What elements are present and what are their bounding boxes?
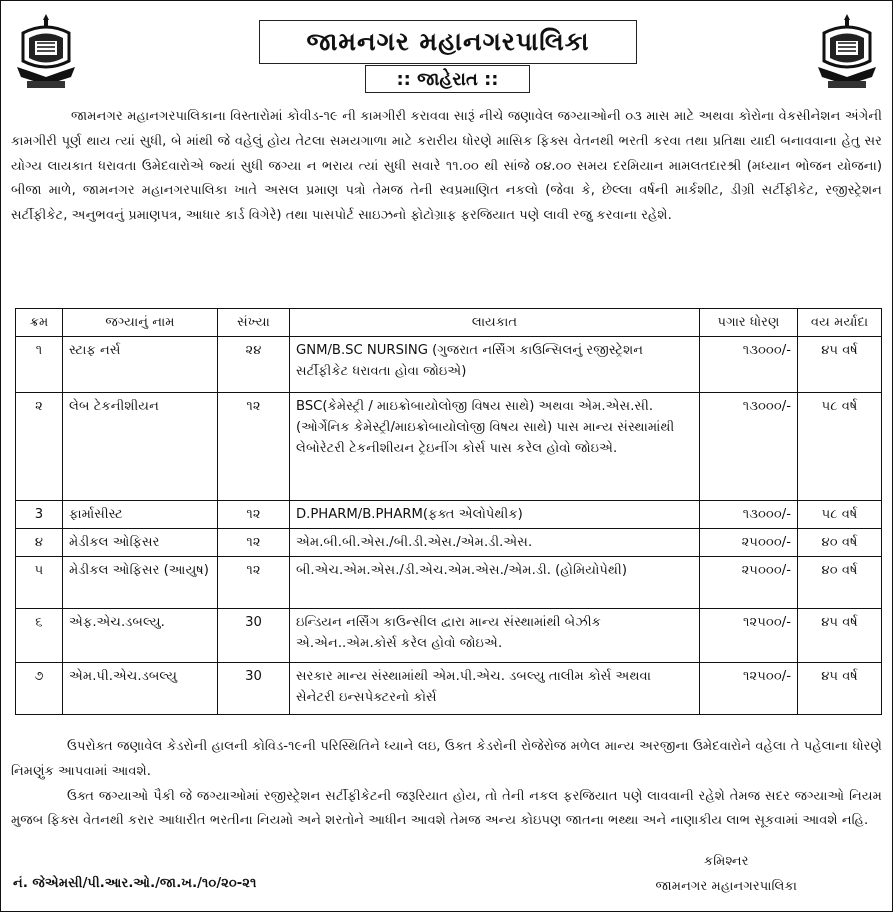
intro-paragraph: જામનગર મહાનગરપાલિકાના વિસ્તારોમાં કોવીડ-૧૯ ની કામગીરી કરાવવા સારૂં નીચે જણાવેલ જગ્યાઓની ૦૩ માસ માટે અથવા કોરોના વેકસીનેશન અંગેની કામગીરી પૂર્ણ થાય ત્યાં સુધી, બે માંથી જે વહેલું હોય તેટલા સમયગાળા માટે કરારીય ધોરણે માસિક ફિક્સ વેતનથી ભરતી કરવા તથા પ્રતિક્ષા યાદી બનાવવાના હેતુ સર યોગ્ય લાયકાત ધરાવતા ઉમેદવારોએ જ્યાં સુધી જગ્યા ન ભરાય ત્યાં સુધી સવારે ૧૧.૦૦ થી સાંજે ૦૪.૦૦ સમય દરમિયાન મામલતદારશ્રી (મધ્યાન ભોજન યોજના) બીજા માળે, જામનગર મહાનગરપાલિકા ખાતે અસલ પ્રમાણ પત્રો તેમજ તેની સ્વપ્રમાણિત નકલો (જેવા કે, છેલ્લા વર્ષની માર્કશીટ, ડીગ્રી સર્ટીફીકેટ, રજીસ્ટ્રેશન સર્ટીફીકેટ, અનુભવનું પ્રમાણપત્ર, આધાર કાર્ડ વિગેરે) તથા પાસપોર્ટ સાઇઝનો ફોટોગ્રાફ ફરજિયાત પણે લાવી રજુ કરવાના રહેશે. [11,109,883,224]
table-row [16,663,882,715]
table-row [16,557,882,609]
row-count: ૧૨ [218,557,290,609]
row-post-name: લેબ ટેકનીશીયન [63,393,218,501]
row-qualification: D.PHARM/B.PHARM(ફક્ત એલોપેથીક) [290,501,700,529]
header-post-name: જગ્યાનું નામ [63,309,218,337]
signature-block [655,849,797,899]
row-serial: ૧ [16,337,63,393]
municipal-emblem-right-icon [816,11,878,91]
note-paragraph: ઉપરોક્ત જણાવેલ કેડરોની હાલની કોવિડ-૧૯ની પરિસ્થિતિને ધ્યાને લઇ, ઉક્ત કેડરોની રોજેરોજ મળેલ માન્ય અરજીના ઉમેદવારોને વહેલા તે પહેલાના ધોરણે નિમણુંક આપવામાં આવશે. [11,739,882,779]
row-post-name: એમ.પી.એચ.ડબલ્યુ [63,663,218,715]
row-qualification: BSC(કેમેસ્ટ્રી / માઇક્રોબાયોલોજી વિષય સાથે) અથવા એમ.એસ.સી. (ઓર્ગેનિક કેમેસ્ટ્રી/માઇક્રોબાયોલોજી વિષય સાથે) પાસ માન્ય સંસ્થામાંથી લેબોરેટરી ટેકનીશીયન ટ્રેઇનીંગ કોર્સ પાસ કરેલ હોવો જોઇએ. [290,393,700,501]
notes-section [11,735,882,834]
row-pay-scale: ૧૨૫૦૦/- [700,609,798,663]
row-pay-scale: ૨૫૦૦૦/- [700,529,798,557]
row-age-limit: ૫૮ વર્ષ [798,393,882,501]
row-qualification: GNM/B.SC NURSING (ગુજરાત નર્સિંગ કાઉન્સિલનું રજીસ્ટ્રેશન સર્ટીફીકેટ ધરાવતા હોવા જોઇએ) [290,337,700,393]
row-count: ૧૨ [218,501,290,529]
table-row [16,501,882,529]
row-serial: 3 [16,501,63,529]
row-pay-scale: ૧૩૦૦૦/- [700,393,798,501]
header-count: સંખ્યા [218,309,290,337]
note-paragraph: ઉક્ત જગ્યાઓ પૈકી જે જગ્યાઓમાં રજીસ્ટ્રેશન સર્ટીફીકેટની જરૂરિયાત હોય, તો તેની નકલ ફરજિયાત પણે લાવવાની રહેશે તેમજ સદર જગ્યાઓ નિયમ મુજબ ફિક્સ વેતનથી કરાર આધારીત ભરતીના નિયમો અને શરતોને આધીન આવશે તેમજ અન્ય કોઇપણ જાતના ભથ્થા અને નાણાકીય લાભ સૂકવામાં આવશે નહિ. [11,788,882,829]
row-count: 30 [218,609,290,663]
signatory-title: કમિશ્નર [703,854,749,869]
row-serial: ૬ [16,609,63,663]
municipal-emblem-left-icon [15,11,77,91]
row-pay-scale: ૧૨૫૦૦/- [700,663,798,715]
row-post-name: મેડીકલ ઓફિસર (આયુષ) [63,557,218,609]
signatory-organization: જામનગર મહાનગરપાલિકા [655,879,797,894]
row-qualification: ઇન્ડિયન નર્સિંગ કાઉન્સીલ દ્વારા માન્ય સંસ્થામાંથી બેઝીક એ.એન..એમ.કોર્સ કરેલ હોવો જોઇએ. [290,609,700,663]
header-pay-scale: પગાર ધોરણ [700,309,798,337]
row-count: ૨૪ [218,337,290,393]
row-age-limit: ૪૦ વર્ષ [798,529,882,557]
table-row [16,393,882,501]
row-post-name: મેડીકલ ઓફિસર [63,529,218,557]
table-header-row [16,309,882,337]
reference-number: નં. જેએમસી/પી.આર.ઓ./જા.ખ./૧૦/૨૦-૨૧ [13,876,257,891]
row-serial: ૫ [16,557,63,609]
row-qualification: બી.એચ.એમ.એસ./ડી.એચ.એમ.એસ./એમ.ડી. (હોમિયોપેથી) [290,557,700,609]
page-title: જામનગર મહાનગરપાલિકા [259,20,637,64]
row-count: 30 [218,663,290,715]
row-qualification: સરકાર માન્ય સંસ્થામાંથી એમ.પી.એચ. ડબલ્યુ તાલીમ કોર્સ અથવા સેનેટરી ઇન્સપેક્ટરનો કોર્સ [290,663,700,715]
row-post-name: સ્ટાફ નર્સ [63,337,218,393]
row-count: ૧૨ [218,529,290,557]
header [1,1,892,99]
row-count: ૧૨ [218,393,290,501]
row-age-limit: ૪૦ વર્ષ [798,557,882,609]
table-row [16,337,882,393]
table-row [16,609,882,663]
vacancy-table [15,308,882,715]
row-serial: ૨ [16,393,63,501]
row-age-limit: ૪૫ વર્ષ [798,609,882,663]
row-age-limit: ૫૮ વર્ષ [798,501,882,529]
row-pay-scale: ૨૫૦૦૦/- [700,557,798,609]
row-age-limit: ૪૫ વર્ષ [798,663,882,715]
header-serial: ક્રમ [16,309,63,337]
row-serial: ૪ [16,529,63,557]
row-pay-scale: ૧૩૦૦૦/- [700,337,798,393]
footer [11,847,882,909]
row-age-limit: ૪૫ વર્ષ [798,337,882,393]
table-row [16,529,882,557]
row-serial: ૭ [16,663,63,715]
header-qualification: લાયકાત [290,309,700,337]
row-post-name: ફાર્માસીસ્ટ [63,501,218,529]
row-pay-scale: ૧૩૦૦૦/- [700,501,798,529]
header-age-limit: વય મર્યાદા [798,309,882,337]
announcement-heading: :: જાહેરાત :: [365,65,530,93]
row-qualification: એમ.બી.બી.એસ./બી.ડી.એસ./એમ.ડી.એસ. [290,529,700,557]
row-post-name: એફ.એચ.ડબલ્યુ. [63,609,218,663]
